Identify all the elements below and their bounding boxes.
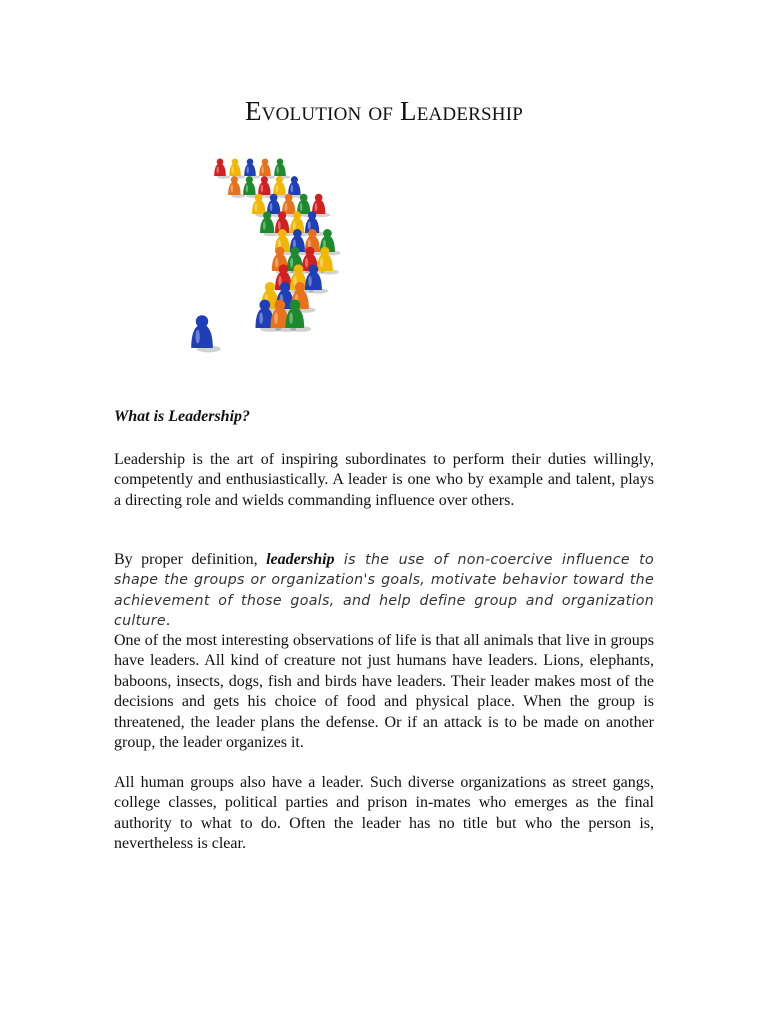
paragraph-animal-leaders: One of the most interesting observations of life is that all animals that live in groups have leaders. All kind of creature not just humans have leaders. Lions, elephants, baboons, insects, dogs, fish and birds have leaders. Their leader makes most of the decisions and gets his choice of food and physical place. When the group is threatened, the leader plans the defense. Or if an attack is to be made on another group, the leader organizes it. bbox=[114, 632, 654, 752]
pawn-icon bbox=[214, 159, 230, 179]
definition-term: leadership bbox=[266, 551, 335, 568]
pawn-icon bbox=[244, 159, 260, 179]
pawn-icon bbox=[259, 159, 275, 179]
pawn-icon bbox=[229, 159, 245, 179]
section-heading: What is Leadership? bbox=[114, 408, 251, 425]
definition-lead: By proper definition, bbox=[114, 551, 267, 568]
definition-text: is the use of non-coercive influence to shape the groups or organization's goals, motivate behavior toward the achievement of those goals, and help define group and organization culture bbox=[114, 552, 654, 630]
pawns-graphic bbox=[180, 146, 368, 362]
document-title: Evolution of Leadership bbox=[244, 96, 524, 126]
leader-pawn-icon bbox=[191, 315, 221, 352]
pawn-icon bbox=[228, 176, 245, 198]
definition-end: . bbox=[165, 612, 170, 630]
paragraph-definition-intro: Leadership is the art of inspiring subordinates to perform their duties willingly, competently and enthusiastically. A leader is one who by example and talent, plays a directing role and wields commanding influence over others. bbox=[114, 451, 654, 509]
pawn-icon bbox=[274, 159, 290, 179]
leadership-pawns-illustration bbox=[180, 146, 368, 362]
paragraph-human-groups: All human groups also have a leader. Such diverse organizations as street gangs, college classes, political parties and prison in-mates who emerges as the final authority to what to do. Often the leader has no title but who the person is, nevertheless is clear. bbox=[114, 774, 654, 853]
paragraph-proper-definition bbox=[114, 550, 654, 632]
